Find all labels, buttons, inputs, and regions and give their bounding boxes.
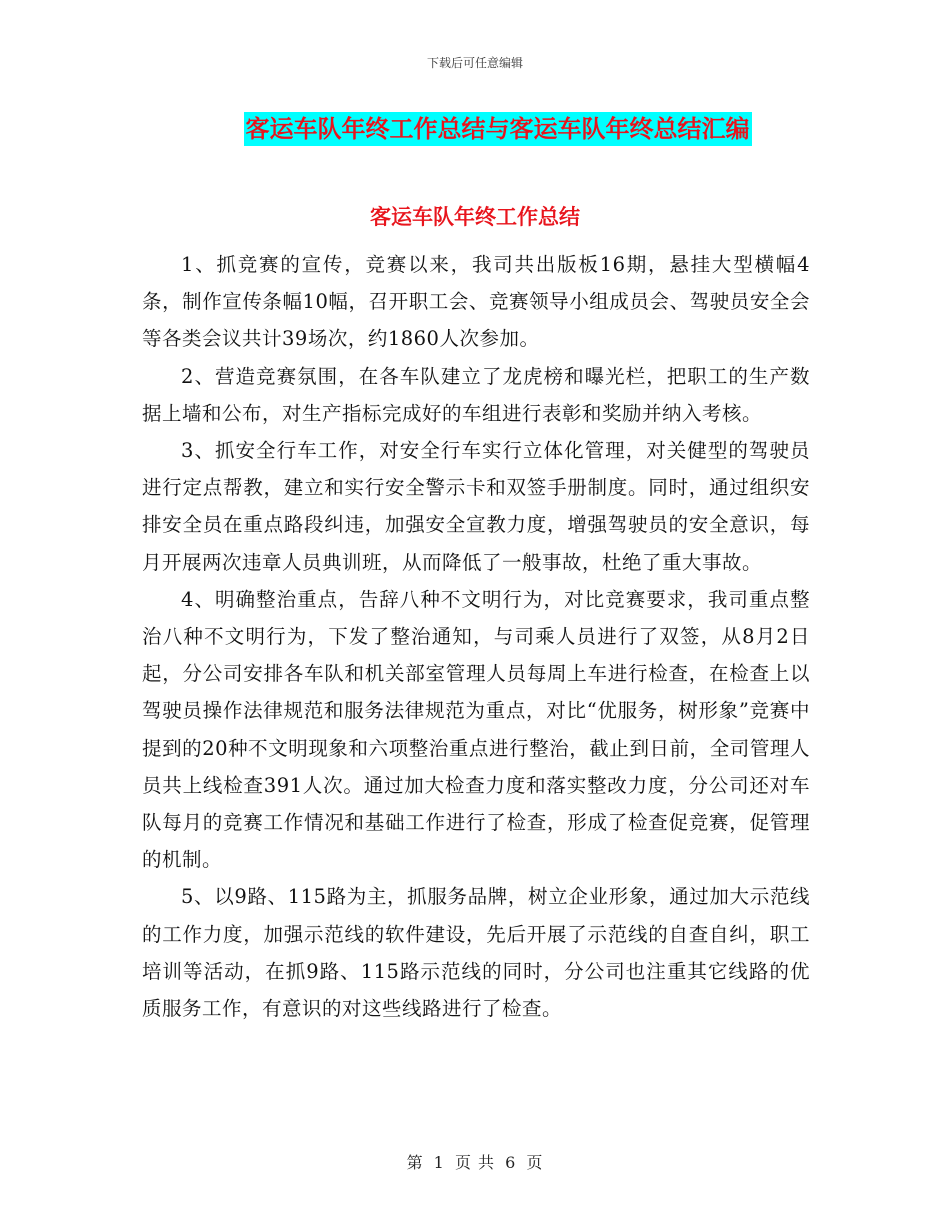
paragraph-2: 2、营造竞赛氛围，在各车队建立了龙虎榜和曝光栏，把职工的生产数据上墙和公布，对生产指标完成好的车组进行表彰和奖励并纳入考核。 [142,364,810,425]
header-note: 下载后可任意编辑 [426,56,523,70]
document-body [142,246,810,1027]
current-page-number: 1 [433,1153,445,1172]
section-title: 客运车队年终工作总结 [370,205,580,229]
paragraph-1: 1、抓竞赛的宣传，竞赛以来，我司共出版板16期，悬挂大型横幅4条，制作宣传条幅10幅，召开职工会、竞赛领导小组成员会、驾驶员安全会等各类会议共计39场次，约1860人次参加。 [142,253,810,351]
paragraph-5: 5、以9路、115路为主，抓服务品牌，树立企业形象，通过加大示范线的工作力度，加强示范线的软件建设，先后开展了示范线的自查自纠，职工培训等活动，在抓9路、115路示范线的同时，分公司也注重其它线路的优质服务工作，有意识的对这些线路进行了检查。 [142,885,810,1021]
page-label-suffix: 页 [526,1153,544,1172]
paragraph-4: 4、明确整治重点，告辞八种不文明行为，对比竞赛要求，我司重点整治八种不文明行为，下发了整治通知，与司乘人员进行了双签，从8月2日起，分公司安排各车队和机关部室管理人员每周上车进行检查，在检查上以驾驶员操作法律规范和服务法律规范为重点，对比“优服务，树形象”竞赛中提到的20种不文明现象和六项整治重点进行整治，截止到日前，全司管理人员共上线检查391人次。通过加大检查力度和落实整改力度，分公司还对车队每月的竞赛工作情况和基础工作进行了检查，形成了检查促竞赛，促管理的机制。 [142,587,810,872]
paragraph-3: 3、抓安全行车工作，对安全行车实行立体化管理，对关健型的驾驶员进行定点帮教，建立和实行安全警示卡和双签手册制度。同时，通过组织安排安全员在重点路段纠违，加强安全宣教力度，增强驾驶员的安全意识，每月开展两次违章人员典训班，从而降低了一般事故，杜绝了重大事故。 [142,439,810,574]
total-pages-number: 6 [505,1153,517,1172]
main-title: 客运车队年终工作总结与客运车队年终总结汇编 [244,112,752,146]
page-label-mid: 页 共 [454,1153,496,1172]
main-title-container [0,112,950,146]
page-footer [0,1150,950,1173]
page-label-prefix: 第 [406,1153,424,1172]
